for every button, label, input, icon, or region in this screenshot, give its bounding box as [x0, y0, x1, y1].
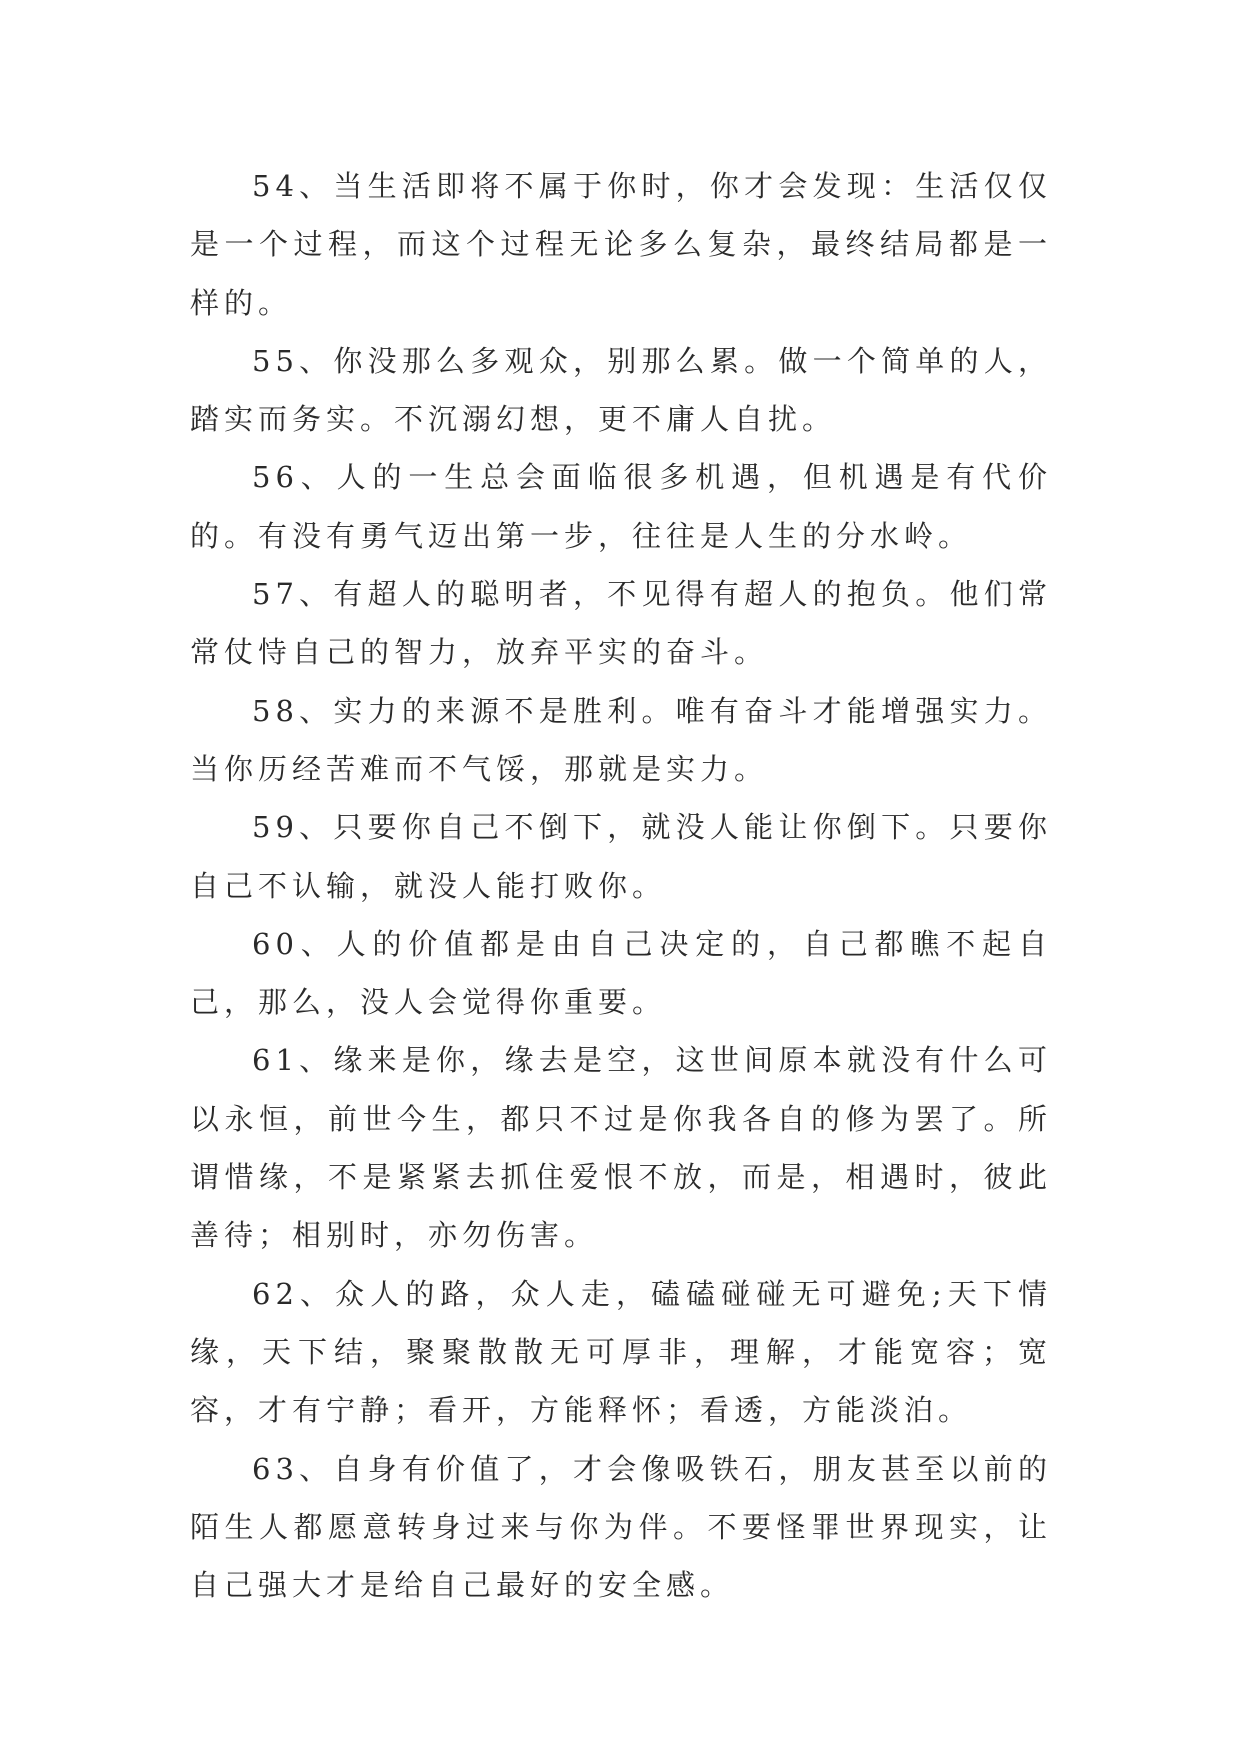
paragraph-56: 56、人的一生总会面临很多机遇，但机遇是有代价的。有没有勇气迈出第一步，往往是人生的分水岭。	[190, 460, 1052, 553]
paragraph-54: 54、当生活即将不属于你时，你才会发现：生活仅仅是一个过程，而这个过程无论多么复杂，最终结局都是一样的。	[190, 169, 1052, 320]
paragraph-59: 59、只要你自己不倒下，就没人能让你倒下。只要你自己不认输，就没人能打败你。	[190, 810, 1052, 903]
document-body	[190, 157, 1052, 1614]
paragraph-60: 60、人的价值都是由自己决定的，自己都瞧不起自己，那么，没人会觉得你重要。	[190, 926, 1052, 1020]
paragraph-61: 61、缘来是你，缘去是空，这世间原本就没有什么可以永恒，前世今生，都只不过是你我各自的修为罢了。所谓惜缘，不是紧紧去抓住爱恨不放，而是，相遇时，彼此善待；相别时，亦勿伤害。	[190, 1043, 1052, 1253]
paragraph-57: 57、有超人的聪明者，不见得有超人的抱负。他们常常仗恃自己的智力，放弃平实的奋斗。	[190, 577, 1052, 670]
paragraph-62: 62、众人的路，众人走，磕磕碰碰无可避免;天下情缘，天下结，聚聚散散无可厚非，理解，才能宽容；宽容，才有宁静；看开，方能释怀；看透，方能淡泊。	[190, 1276, 1052, 1428]
paragraph-55: 55、你没那么多观众，别那么累。做一个简单的人，踏实而务实。不沉溺幻想，更不庸人自扰。	[190, 343, 1052, 437]
paragraph-58: 58、实力的来源不是胜利。唯有奋斗才能增强实力。当你历经苦难而不气馁，那就是实力。	[190, 693, 1052, 786]
paragraph-63: 63、自身有价值了，才会像吸铁石，朋友甚至以前的陌生人都愿意转身过来与你为伴。不要怪罪世界现实，让自己强大才是给自己最好的安全感。	[190, 1451, 1052, 1603]
